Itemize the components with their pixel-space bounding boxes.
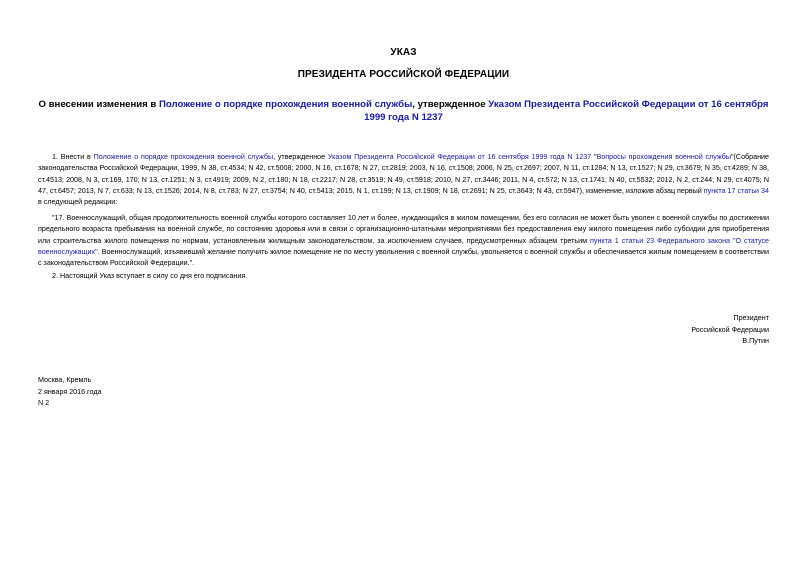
p2-text-1: "17. Военнослужащий, общая продолжительность военной службы которого составляет 10 лет и более, нуждающийся в жилом помещении, без его согласия не может быть уволен с военной службы по достижении предельного возраста пребывания на военной службе, по состоянию здоровья или в связи с организационно-штатными мероприятиями без предоставления ему жилого помещения либо субсидии для приобретения или строительства жилого помещения по нормам, установленным жилищным законодательством, за исключением случаев, предусмотренных абзацем третьим xyxy=(38,214,769,245)
p1-link-article[interactable]: пункта 17 статьи 34 xyxy=(703,186,769,195)
p1-text-3: " xyxy=(591,153,597,161)
p1-text-4: "(Собрание законодательства Российской Федерации, 1999, N 38, ст.4534; N 42, ст.5008; 2000, N 16, ст.1678; N 27, ст.2819; 2003, N 16, ст.1508; 2006, N 25, ст.2697; 2007, N 11, ст.1284; N 13, ст.1527; N 29, ст.3679; N 35, ст.4289; N 38, ст.4513; 2008, N 3, ст.169, 170; N 13, ст.1251; N 3, ст.4919; 2009, N 2, ст.180; N 18, ст.2217; N 28, ст.3519; N 49, ст.5918; 2010, N 27, ст.3446; 2011, N 4, ст.572; N 13, ст.1741; N 40, ст.5532; 2012, N 2, ст.244; N 29, ст.4075; N 47, ст.6457; 2013, N 7, ст.633; N 13, ст.1526; 2014, N 8, ст.783; N 27, ст.3754; N 40, ст.5413; 2015, N 1, ст.199; N 13, ст.1909; N 18, ст.2691; N 25, ст.3643; N 43, ст.5947), изменение, изложив абзац первый xyxy=(38,153,769,195)
p1-link-regulation[interactable]: Положение о порядке прохождения военной службы xyxy=(93,153,274,161)
place-number: N 2 xyxy=(38,399,50,408)
subject-link-decree[interactable]: Указом Президента Российской Федерации от 16 сентября 1999 года N 1237 xyxy=(364,99,769,123)
p1-text-2: , утвержденное xyxy=(273,153,328,161)
signature-block xyxy=(691,313,769,348)
signature-country: Российской Федерации xyxy=(691,325,769,334)
p1-text-5: в следующей редакции: xyxy=(38,198,118,207)
p1-text-1: 1. Внести в xyxy=(52,153,94,161)
paragraph-1 xyxy=(38,152,769,208)
place-date-block xyxy=(38,375,101,410)
p2-link-federal-law[interactable]: пункта 1 статьи 23 Федерального закона "О статусе военнослужащих" xyxy=(38,236,769,256)
paragraph-2 xyxy=(38,213,769,269)
subject-middle: , утвержденное xyxy=(412,99,489,110)
p1-link-decree[interactable]: Указом Президента Российской Федерации от 16 сентября 1999 года N 1237 xyxy=(327,153,592,161)
subject-link-regulation[interactable]: Положение о порядке прохождения военной службы xyxy=(158,99,413,110)
document-subject xyxy=(38,99,769,124)
p1-link-questions[interactable]: Вопросы прохождения военной службы xyxy=(596,153,732,161)
place-city: Москва, Кремль xyxy=(38,376,92,384)
subject-prefix: О внесении изменения в xyxy=(38,99,159,110)
paragraph-3: 2. Настоящий Указ вступает в силу со дня его подписания. xyxy=(52,272,248,280)
document-title: УКАЗ xyxy=(390,47,417,58)
signature-position: Президент xyxy=(733,314,769,322)
document-subtitle: ПРЕЗИДЕНТА РОССИЙСКОЙ ФЕДЕРАЦИИ xyxy=(297,69,510,80)
p2-text-2: . Военнослужащий, изъявивший желание получить жилое помещение не по месту увольнения с военной службы, увольняется с военной службы и обеспечивается жилым помещением в соответствии с законодательством Российской Федерации.". xyxy=(38,247,769,268)
place-date: 2 января 2016 года xyxy=(38,387,102,396)
signature-name: В.Путин xyxy=(742,337,769,346)
